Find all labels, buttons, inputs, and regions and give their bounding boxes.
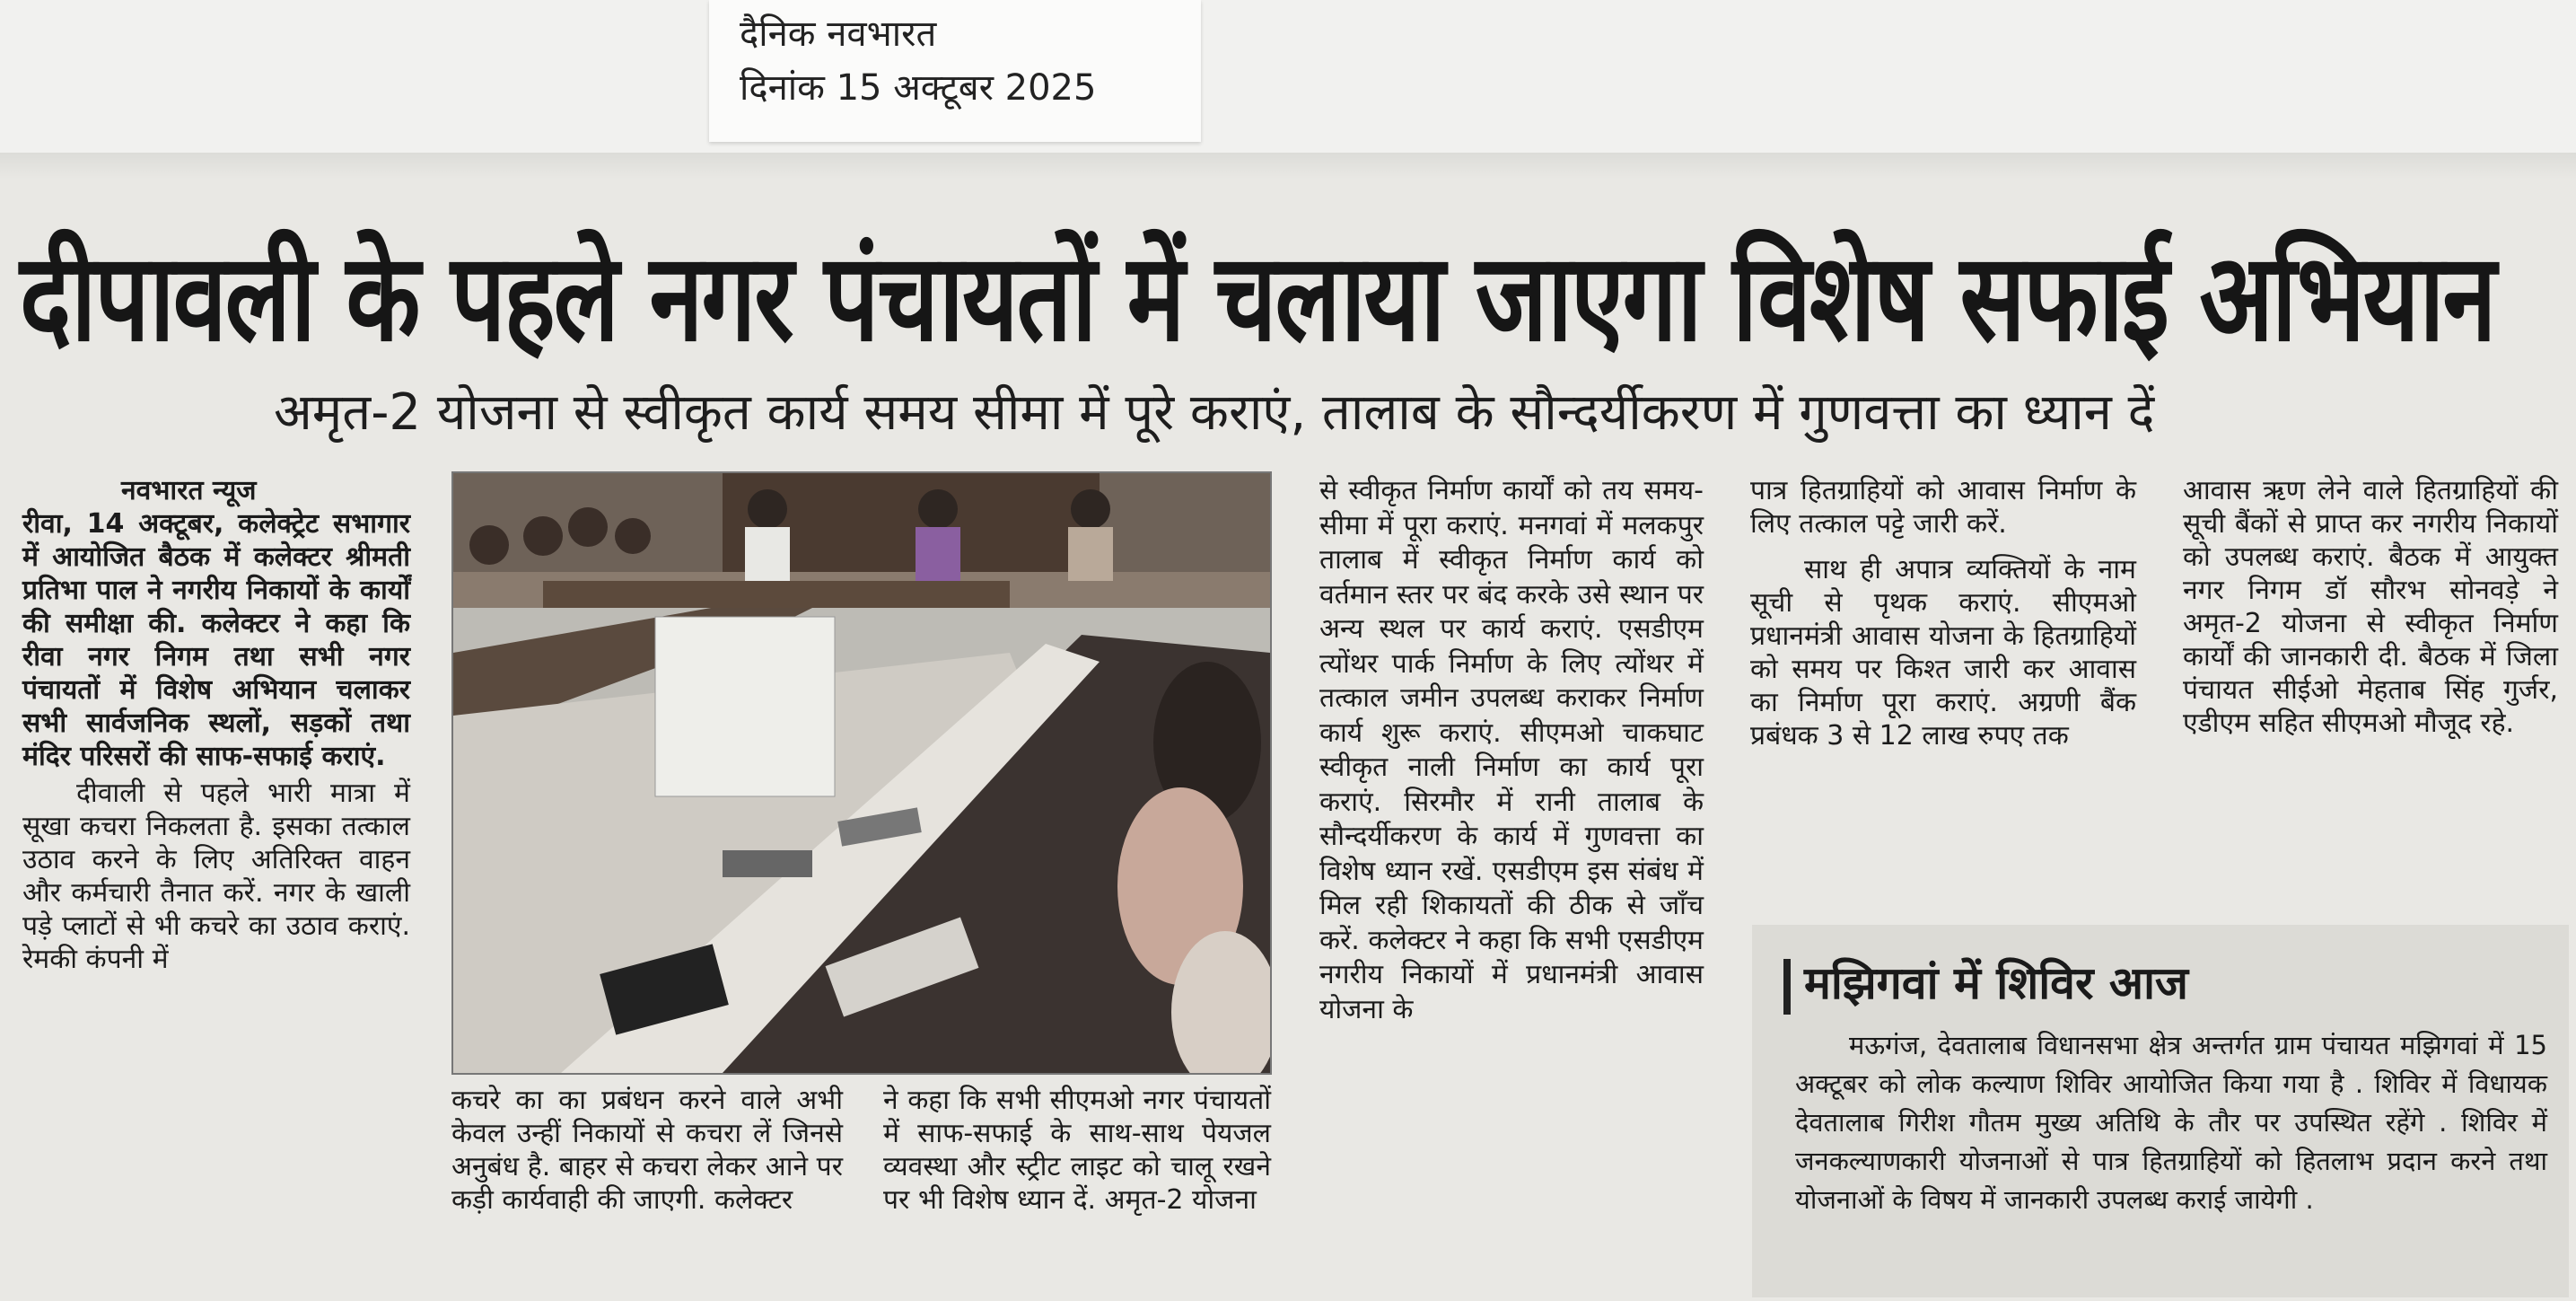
article-column-5 (1750, 474, 2136, 752)
article-column-1 (22, 474, 410, 976)
headline: दीपावली के पहले नगर पंचायतों में चलाया जाएगा विशेष सफाई अभियान (20, 228, 2495, 369)
body-paragraph: पात्र हितग्राहियों को आवास निर्माण के लिए तत्काल पट्टे जारी करें. (1750, 475, 2136, 540)
page-edge (0, 153, 2576, 180)
newspaper-name: दैनिक नवभारत (740, 13, 937, 55)
scan-background (0, 0, 2576, 166)
body-paragraph: साथ ही अपात्र व्यक्तियों के नाम सूची से पृथक कराएं. सीएमओ प्रधानमंत्री आवास योजना के हितग्राहियों को समय पर किश्त जारी कर आवास का निर्माण पूरा कराएं. अग्रणी बैंक प्रबंधक 3 से 12 लाख रुपए तक (1750, 554, 2136, 752)
subheadline: अमृत-2 योजना से स्वीकृत कार्य समय सीमा में पूरे कराएं, तालाब के सौन्दर्यीकरण में गुणवत्ता का ध्यान दें (274, 383, 2155, 442)
lead-paragraph: रीवा, 14 अक्टूबर, कलेक्ट्रेट सभागार में आयोजित बैठक में कलेक्टर श्रीमती प्रतिभा पाल ने नगरीय निकायों के कार्यों की समीक्षा की. कलेक्टर ने कहा कि रीवा नगर निगम तथा सभी नगर पंचायतों में विशेष अभियान चलाकर सभी सार्वजनिक स्थलों, सड़कों तथा मंदिर परिसरों की साफ-सफाई कराएं. (22, 508, 410, 772)
body-paragraph: ने कहा कि सभी सीएमओ नगर पंचायतों में साफ-सफाई के साथ-साथ पेयजल व्यवस्था और स्ट्रीट लाइट को चालू रखने पर भी विशेष ध्यान दें. अमृत-2 योजना (883, 1085, 1271, 1216)
clipping-label (709, 0, 1201, 142)
box-accent-bar (1783, 959, 1791, 1015)
article-column-6 (2183, 474, 2558, 740)
brief-paragraph: मऊगंज, देवतालाब विधानसभा क्षेत्र अन्तर्गत ग्राम पंचायत मझिगवां में 15 अक्टूबर को लोक कल्याण शिविर आयोजित किया गया है . शिविर में विधायक देवतालाब गिरीश गौतम मुख्य अतिथि के तौर पर उपस्थित रहेंगे . शिविर में जनकल्याणकारी योजनाओं से पात्र हितग्राहियों को हितलाभ प्रदान करने तथा योजनाओं के विषय में जानकारी उपलब्ध कराई जायेगी . (1795, 1030, 2547, 1215)
brief-body (1795, 1026, 2547, 1219)
body-paragraph: कचरे का का प्रबंधन करने वाले अभी केवल उन्हीं निकायों से कचरा लें जिनसे अनुबंध है. बाहर से कचरा लेकर आने पर कड़ी कार्यवाही की जाएगी. कलेक्टर (451, 1085, 843, 1216)
body-paragraph: दीवाली से पहले भारी मात्रा में सूखा कचरा निकलता है. इसका तत्काल उठाव करने के लिए अतिरिक्त वाहन और कर्मचारी तैनात करें. नगर के खाली पड़े प्लाटों से भी कचरे का उठाव कराएं. रेमकी कंपनी में (22, 778, 410, 975)
article-column-3 (883, 1084, 1271, 1217)
article-column-2 (451, 1084, 843, 1217)
body-paragraph: आवास ऋण लेने वाले हितग्राहियों की सूची बैंकों से प्राप्त कर नगरीय निकायों को उपलब्ध कराएं. बैठक में आयुक्त नगर निगम डॉ सौरभ सोनवड़े ने अमृत-2 योजना से स्वीकृत निर्माण कार्यों की जानकारी दी. बैठक में जिला पंचायत सीईओ मेहताब सिंह गुर्जर, एडीएम सहित सीएमओ मौजूद रहे. (2183, 475, 2558, 739)
article-column-4 (1319, 474, 1704, 1027)
body-paragraph: से स्वीकृत निर्माण कार्यों को तय समय-सीमा में पूरा कराएं. मनगवां में मलकपुर तालाब में स्वीकृत निर्माण कार्य को वर्तमान स्तर पर बंद करके उसे स्थान पर अन्य स्थल पर कार्य कराएं. एसडीएम त्योंथर पार्क निर्माण के लिए त्योंथर में तत्काल जमीन उपलब्ध कराकर निर्माण कार्य शुरू कराएं. सीएमओ चाकघाट स्वीकृत नाली निर्माण का कार्य पूरा कराएं. सिरमौर में रानी तालाब के सौन्दर्यीकरण के कार्य में गुणवत्ता का विशेष ध्यान रखें. एसडीएम इस संबंध में मिल रही शिकायतों की ठीक से जाँच करें. कलेक्टर ने कहा कि सभी एसडीएम नगरीय निकायों में प्रधानमंत्री आवास योजना के (1319, 475, 1704, 1025)
meeting-photo (451, 471, 1272, 1075)
clipping-date: दिनांक 15 अक्टूबर 2025 (740, 67, 1097, 109)
brief-title: मझिगवां में शिविर आज (1804, 957, 2189, 1009)
byline: नवभारत न्यूज (121, 475, 257, 506)
